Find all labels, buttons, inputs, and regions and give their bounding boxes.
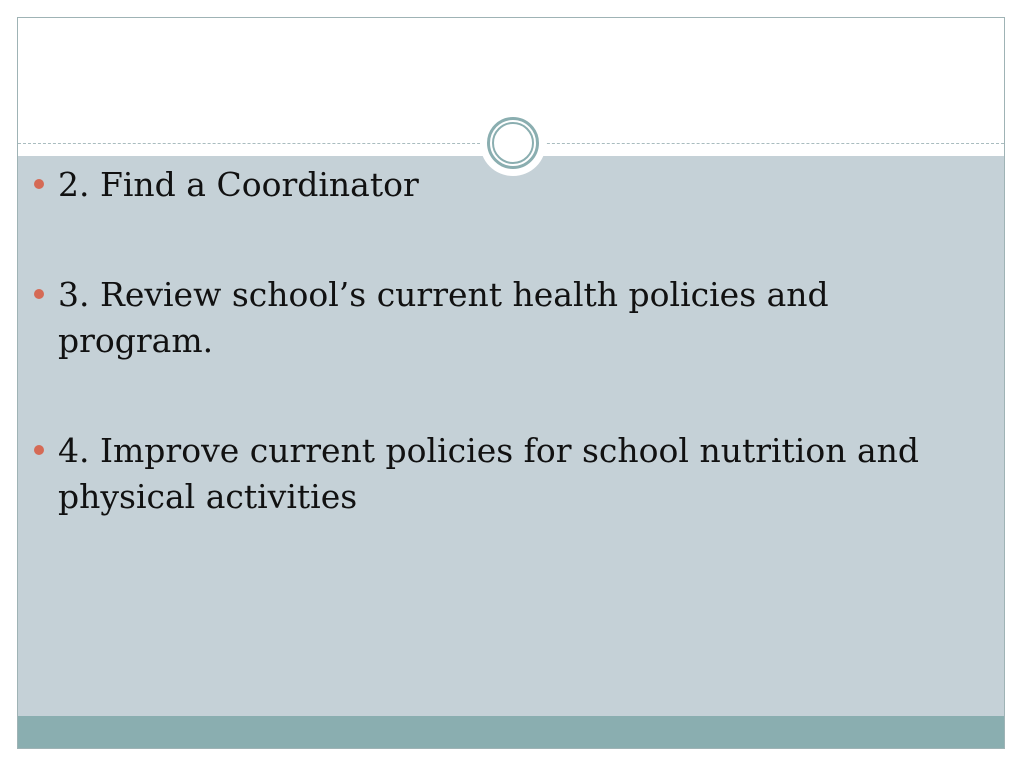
bullet-dot-icon <box>34 179 44 189</box>
footer-bar <box>18 716 1004 749</box>
bullet-list <box>30 162 950 584</box>
bullet-item <box>30 272 950 364</box>
ornament-inner-ring <box>492 122 534 164</box>
bullet-item <box>30 428 950 520</box>
bullet-text: 4. Improve current policies for school nutrition and physical activities <box>58 431 920 516</box>
bullet-dot-icon <box>34 289 44 299</box>
bullet-text: 3. Review school’s current health policies and program. <box>58 275 829 360</box>
bullet-dot-icon <box>34 445 44 455</box>
bullet-text: 2. Find a Coordinator <box>58 165 419 204</box>
bullet-item <box>30 162 950 208</box>
